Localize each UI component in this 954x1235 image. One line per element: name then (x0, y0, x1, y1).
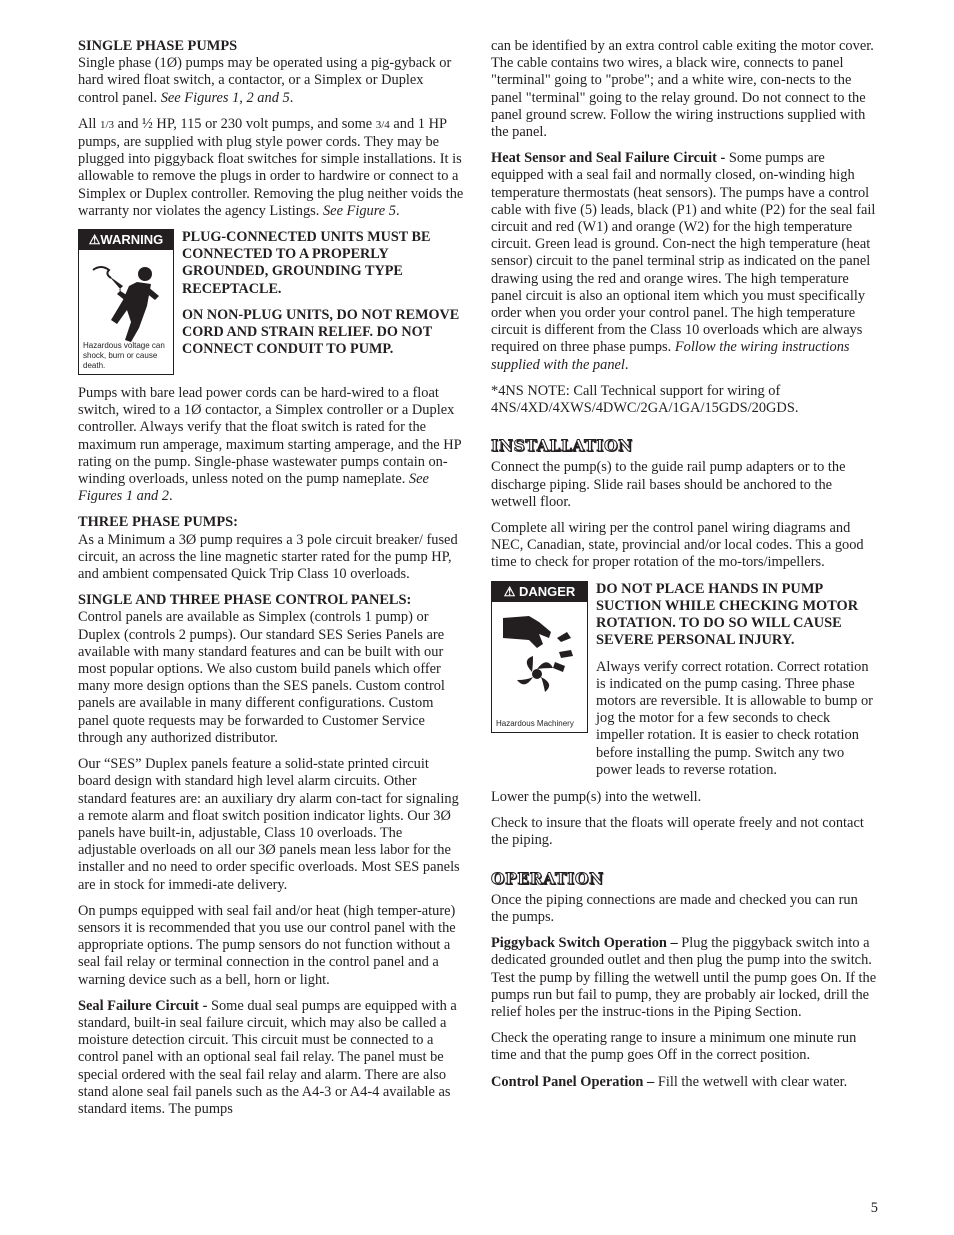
hazardous-machinery-icon (499, 608, 581, 700)
right-column: can be identified by an extra control cable exiting the motor cover. The cable contains two wires, a black wire, connects to panel "terminal" going to "probe"; and a white wire, con-nects to the panel "terminal" going to the relay ground. Do not connect to the panel ground screw. Follow the wiring instructions supplied with the panel. Heat Sensor and Seal Failure Circuit - Some pumps are equipped with a seal fail and normally closed, on-winding high temperature thermostats (heat sensors). The pumps have a control cable with five (5) leads, black (P1) and white (P2) for the seal fail circuit and red (W1) and orange (W2) for the high temperature circuit. Green lead is ground. Con-nect the high temperature (heat sensor) circuit to the panel terminal strip as indicated on the panel drawing using the red and orange wires. The high temperature panel circuit is also an optional item which you must specifically order when you order your control panel. The high temperature circuit is different from the Class 10 overloads which are always required on three phase pumps. Follow the wiring instructions supplied with the panel. *4NS NOTE: Call Technical support for wiring of 4NS/4XD/4XWS/4DWC/2GA/1GA/15GDS/20GDS. INSTALLATION Connect the pump(s) to the guide rail pump adapters or to the discharge piping. Slide rail bases should be anchored to the wetwell floor. Complete all wiring per the control panel wiring diagrams and NEC, Canadian, state, provincial and/or local codes. This a good time to check for proper rotation of the mo-tors/impellers. ⚠ DANGER Hazardous Machinery DO NOT PLACE HANDS IN PUMP SUCTION WHILE CHECKING MOTOR ROTATION. TO DO SO WILL CAUSE SEVERE PERSONAL INJURY. Always verify correct rotation. Correct rotation is indicated on the pump casing. Three phase motors are reversible. It is allowable to bump or jog the motor for a few seconds to check impeller rotation. It is easier to check rotation before installing the pump. Switch any two power leads to reverse rotation. Lower the pump(s) into the wetwell. Check to insure that the floats will operate freely and not contact the piping. OPERATION Once the piping connections are made and checked you can run the pumps. Piggyback Switch Operation – Plug the piggyback switch into a dedicated grounded outlet and then plug the pump into the switch. Test the pump by filling the wetwell until the pump goes On. If the pumps run but fail to pump, they are probably air locked, drill the relief holes per the instruc-tions in the Piping Section. Check the operating range to insure a minimum one minute run time and that the pump goes Off in the correct position. Control Panel Operation – Fill the wetwell with clear water. (491, 38, 877, 1090)
paragraph-heat-sensor: Heat Sensor and Seal Failure Circuit - Some pumps are equipped with a seal fail and normally closed, on-winding high temperature thermostats (heat sensors). The pumps have a control cable with five (5) leads, black (P1) and white (P2) for the seal fail circuit and red (W1) and orange (W2) for the high temperature circuit. Green lead is ground. Con-nect the high temperature (heat sensor) circuit to the panel terminal strip as indicated on the panel drawing using the red and orange wires. The high temperature panel circuit is also an optional item which you must specifically order when you order your control panel. The high temperature circuit is different from the Class 10 overloads which are always required on three phase pumps. Follow the wiring instructions supplied with the panel. (491, 150, 876, 373)
warning-text: PLUG-CONNECTED UNITS MUST BE CONNECTED TO A PROPERLY GROUNDED, GROUNDING TYPE RECEPTACLE. ON NON-PLUG UNITS, DO NOT REMOVE CORD AND STRAIN RELIEF. DO NOT CONNECT CONDUIT TO PUMP. (182, 229, 460, 358)
paragraph: On pumps equipped with seal fail and/or heat (high temper-ature) sensors it is recommended that you use our control panel with the appropriate options. The pump sensors do not function without a seal fail relay or terminal connection in the control panel and a warning device such as a bell, horn or light. (78, 902, 456, 988)
section-single-phase (78, 38, 464, 220)
heading-single-phase: SINGLE PHASE PUMPS (78, 38, 238, 54)
danger-text: DO NOT PLACE HANDS IN PUMP SUCTION WHILE CHECKING MOTOR ROTATION. TO DO SO WILL CAUSE SEVERE PERSONAL INJURY. Always verify correct rotation. Correct rotation is indicated on the pump casing. Three phase motors are reversible. It is allowable to bump or jog the motor for a few seconds to check impeller rotation. It is easier to check rotation before installing the pump. Switch any two power leads to reverse rotation. (596, 580, 873, 778)
section-three-phase: THREE PHASE PUMPS: As a Minimum a 3Ø pump requires a 3 pole circuit breaker/ fused circuit, an across the line magnetic starter rated for the pump HP, and ambient compensated Quick Trip Class 10 overloads. (78, 514, 464, 583)
paragraph: Our “SES” Duplex panels feature a solid-state printed circuit board design with standard high level alarm circuits. Other standard features are: an auxiliary dry alarm con-tact for signaling a remote alarm and float switch position indicator lights. Our 3Ø panels have built-in, adjustable, Class 10 overloads. The adjustable overloads on all our 3Ø panels mean less labor for the installer and no need to order specific overloads. Most SES panels are in stock for immedi-ate delivery. (78, 756, 460, 893)
heading-three-phase: THREE PHASE PUMPS: (78, 514, 238, 531)
warning-box (78, 229, 464, 375)
page-number: 5 (870, 1200, 878, 1216)
heading-installation: INSTALLATION (491, 436, 633, 456)
warning-sign (78, 229, 174, 375)
alert-triangle-icon: ⚠ (88, 232, 101, 248)
danger-sign (491, 581, 588, 733)
electric-shock-icon (87, 256, 165, 346)
paragraph: All 1/3 and ½ HP, 115 or 230 volt pumps, and some 3/4 and 1 HP pumps, are supplied with plug style power cords. They may be plugged into piggyback float switches for simple installations. It is allowable to remove the plugs in order to hardwire or connect to a Simplex or Duplex controller. Removing the plug neither voids the warranty nor violates the agency Listings. See Figure 5. (78, 115, 464, 219)
danger-label: ⚠ DANGER (492, 582, 587, 602)
paragraph: can be identified by an extra control cable exiting the motor cover. The cable contains two wires, a black wire, connects to panel "terminal" going to "probe"; and a white wire, con-nects to the panel "terminal" going to the relay ground. Do not connect to the panel ground screw. Follow the wiring instructions supplied with the panel. (491, 38, 874, 141)
alert-triangle-icon: ⚠ (503, 583, 519, 599)
paragraph: Lower the pump(s) into the wetwell. (491, 788, 702, 805)
paragraph-seal-failure: Seal Failure Circuit - Some dual seal pumps are equipped with a standard, built-in seal failure circuit, which may also be called a moisture detection circuit. This circuit must be connected to a control panel with an optional seal fail relay. The panel must be special ordered with the seal fail relay and alarm. There are also stand alone seal fail panels such as the A4-3 or A4-4 available as standard items. The pumps (78, 997, 457, 1117)
paragraph-piggyback: Piggyback Switch Operation – Plug the piggyback switch into a dedicated grounded outlet and then plug the pump into the switch. Test the pump by filling the wetwell until the pump goes On. If the pumps run but fail to pump, they are probably air locked, drill the relief holes per the instruc-tions in the Piping Section. (491, 935, 877, 1020)
heading-control-panels: SINGLE AND THREE PHASE CONTROL PANELS: (78, 592, 412, 609)
warning-caption: Hazardous voltage can shock, burn or cause death. (83, 341, 165, 371)
danger-caption: Hazardous Machinery (496, 718, 574, 728)
paragraph: Single phase (1Ø) pumps may be operated using a pig-gyback or hard wired float switch, a contactor, or a Simplex or Duplex control panel. See Figures 1, 2 and 5. (78, 55, 452, 106)
fraction: 1/3 (100, 118, 115, 131)
danger-box (491, 581, 877, 779)
note: *4NS NOTE: Call Technical support for wiring of 4NS/4XD/4XWS/4DWC/2GA/1GA/15GDS/20GDS. (491, 382, 799, 417)
paragraph-control-panel: Control Panel Operation – Fill the wetwell with clear water. (491, 1073, 848, 1090)
paragraph: Check to insure that the floats will operate freely and not contact the piping. (491, 815, 864, 849)
paragraph: Pumps with bare lead power cords can be hard-wired to a float switch, wired to a 1Ø contactor, a Simplex controller or a Duplex controller. Always verify that the float switch is rated for the maximum run amperage, maximum starting amperage, and the HP rating on the pump. Single-phase wastewater pumps contain on-winding overloads, unless noted on the pump nameplate. See Figures 1 and 2. (78, 385, 462, 505)
fraction: 3/4 (375, 118, 390, 131)
heading-operation: OPERATION (491, 868, 604, 888)
left-column (78, 38, 464, 1127)
warning-label: ⚠WARNING (79, 230, 173, 250)
section-control-panels: SINGLE AND THREE PHASE CONTROL PANELS: Control panels are available as Simplex (controls 1 pump) or Duplex (controls 2 pumps). Our standard SES Series Panels are available with many standard features and can be built with our most popular options. We also custom build panels which offer many more design options than the SES panels. Custom control panels are available in many different configurations. Custom panel quote requests may be forwarded to Customer Service through any authorized distributor. (78, 592, 464, 747)
